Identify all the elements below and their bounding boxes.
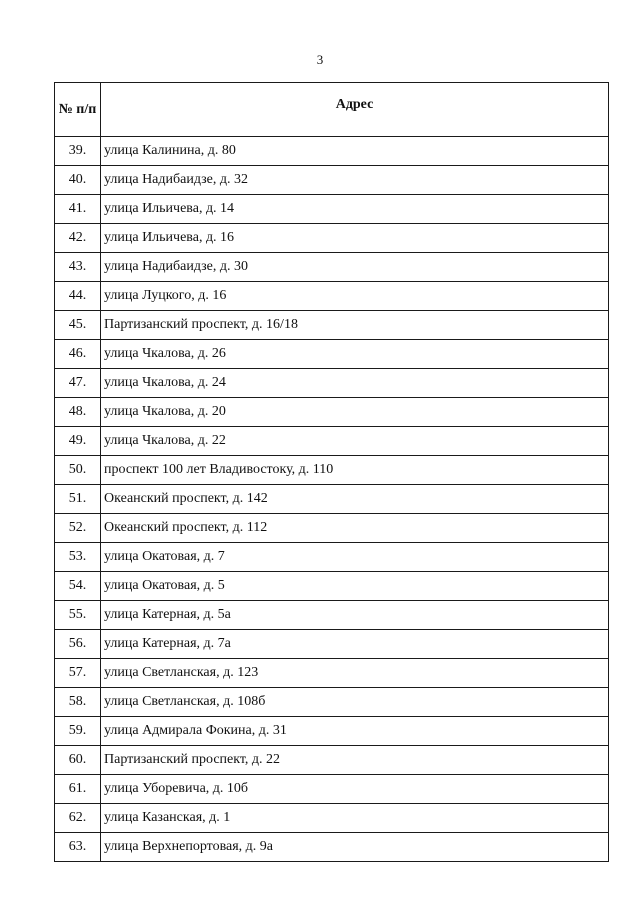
row-address: улица Окатовая, д. 7 xyxy=(101,543,609,572)
row-address: улица Чкалова, д. 24 xyxy=(101,369,609,398)
table-row xyxy=(55,543,609,572)
row-number: 62. xyxy=(55,804,101,833)
page-number: 3 xyxy=(316,52,324,67)
table-row xyxy=(55,833,609,862)
row-number: 46. xyxy=(55,340,101,369)
row-number: 60. xyxy=(55,746,101,775)
row-number: 42. xyxy=(55,224,101,253)
row-address: улица Катерная, д. 7а xyxy=(101,630,609,659)
table-row xyxy=(55,340,609,369)
table-row xyxy=(55,137,609,166)
row-address: улица Светланская, д. 108б xyxy=(101,688,609,717)
address-table xyxy=(54,82,609,862)
header-address-label: Адрес xyxy=(335,96,374,112)
table-row xyxy=(55,717,609,746)
row-address: Океанский проспект, д. 142 xyxy=(101,485,609,514)
row-number: 48. xyxy=(55,398,101,427)
table-row xyxy=(55,630,609,659)
table-row xyxy=(55,688,609,717)
row-address: улица Ильичева, д. 14 xyxy=(101,195,609,224)
row-address: улица Чкалова, д. 20 xyxy=(101,398,609,427)
table-row xyxy=(55,166,609,195)
row-address: улица Чкалова, д. 26 xyxy=(101,340,609,369)
table-row xyxy=(55,224,609,253)
row-address: улица Казанская, д. 1 xyxy=(101,804,609,833)
row-address: улица Надибаидзе, д. 32 xyxy=(101,166,609,195)
row-address: Партизанский проспект, д. 22 xyxy=(101,746,609,775)
header-address xyxy=(101,83,609,137)
row-address: улица Чкалова, д. 22 xyxy=(101,427,609,456)
row-number: 55. xyxy=(55,601,101,630)
row-number: 59. xyxy=(55,717,101,746)
row-number: 57. xyxy=(55,659,101,688)
row-address: улица Окатовая, д. 5 xyxy=(101,572,609,601)
row-number: 45. xyxy=(55,311,101,340)
table-row xyxy=(55,514,609,543)
row-number: 44. xyxy=(55,282,101,311)
table-row xyxy=(55,282,609,311)
table-row xyxy=(55,195,609,224)
row-address: улица Верхнепортовая, д. 9а xyxy=(101,833,609,862)
table-row xyxy=(55,659,609,688)
row-number: 47. xyxy=(55,369,101,398)
row-address: улица Уборевича, д. 10б xyxy=(101,775,609,804)
header-number-label: № п/п xyxy=(58,102,97,117)
row-address: улица Ильичева, д. 16 xyxy=(101,224,609,253)
row-number: 39. xyxy=(55,137,101,166)
table-row xyxy=(55,572,609,601)
header-number xyxy=(55,83,101,137)
row-number: 61. xyxy=(55,775,101,804)
table-row xyxy=(55,775,609,804)
row-number: 49. xyxy=(55,427,101,456)
row-address: проспект 100 лет Владивостоку, д. 110 xyxy=(101,456,609,485)
table-row xyxy=(55,311,609,340)
row-address: Океанский проспект, д. 112 xyxy=(101,514,609,543)
row-address: улица Луцкого, д. 16 xyxy=(101,282,609,311)
table-row xyxy=(55,601,609,630)
table-row xyxy=(55,369,609,398)
row-number: 43. xyxy=(55,253,101,282)
row-address: улица Катерная, д. 5а xyxy=(101,601,609,630)
row-number: 63. xyxy=(55,833,101,862)
row-number: 41. xyxy=(55,195,101,224)
table-row xyxy=(55,253,609,282)
row-address: улица Светланская, д. 123 xyxy=(101,659,609,688)
table-row xyxy=(55,456,609,485)
row-number: 53. xyxy=(55,543,101,572)
row-address: улица Надибаидзе, д. 30 xyxy=(101,253,609,282)
row-number: 58. xyxy=(55,688,101,717)
row-address: улица Калинина, д. 80 xyxy=(101,137,609,166)
table-header-row xyxy=(55,83,609,137)
row-number: 56. xyxy=(55,630,101,659)
table-row xyxy=(55,746,609,775)
row-number: 52. xyxy=(55,514,101,543)
row-address: Партизанский проспект, д. 16/18 xyxy=(101,311,609,340)
row-number: 50. xyxy=(55,456,101,485)
table-body xyxy=(55,137,609,862)
row-number: 51. xyxy=(55,485,101,514)
table-row xyxy=(55,398,609,427)
row-address: улица Адмирала Фокина, д. 31 xyxy=(101,717,609,746)
table-row xyxy=(55,427,609,456)
table-row xyxy=(55,485,609,514)
row-number: 40. xyxy=(55,166,101,195)
table-row xyxy=(55,804,609,833)
row-number: 54. xyxy=(55,572,101,601)
